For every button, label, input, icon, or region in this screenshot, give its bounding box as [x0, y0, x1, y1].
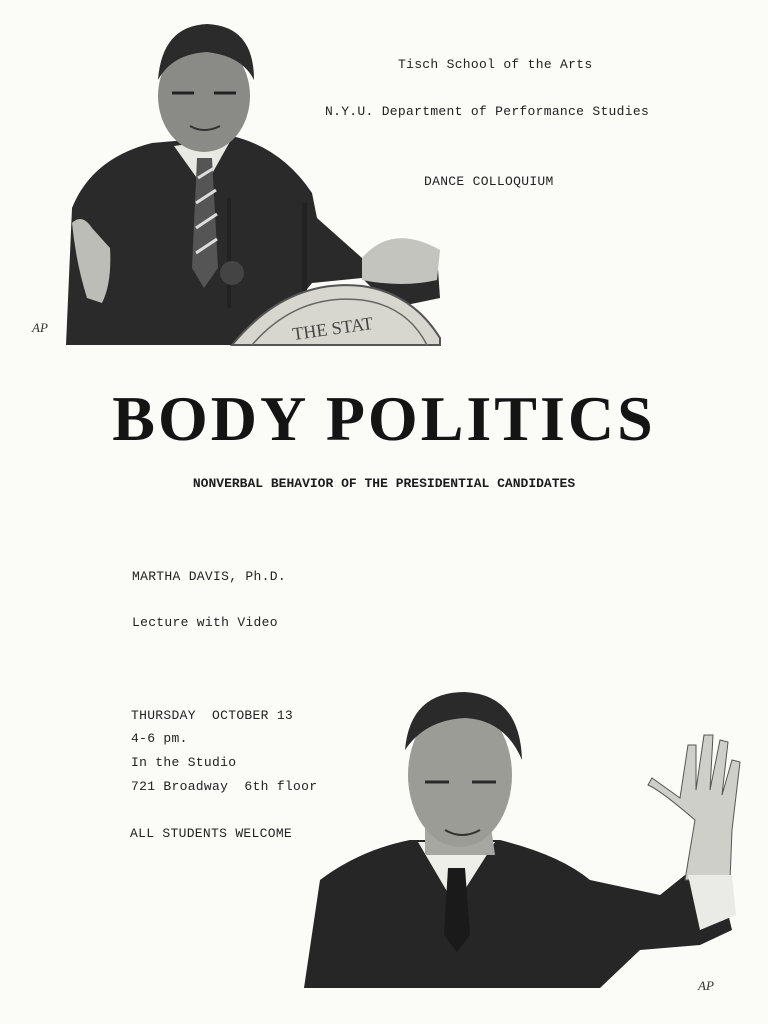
event-date: THURSDAY OCTOBER 13	[131, 708, 294, 723]
candidate-waving-photo	[300, 690, 745, 990]
page-subtitle: NONVERBAL BEHAVIOR OF THE PRESIDENTIAL CANDIDATES	[192, 476, 576, 491]
speaker-name: MARTHA DAVIS, Ph.D.	[132, 569, 286, 584]
event-audience: ALL STUDENTS WELCOME	[130, 826, 293, 841]
school-name: Tisch School of the Arts	[398, 57, 593, 72]
svg-text:THE STAT: THE STAT	[291, 312, 375, 345]
page-title: BODY POLITICS	[112, 383, 656, 454]
event-time: 4-6 pm.	[131, 731, 188, 746]
event-venue: In the Studio	[131, 755, 237, 770]
lecture-format: Lecture with Video	[132, 615, 278, 630]
candidate-at-podium-photo	[62, 18, 442, 348]
department-name: N.Y.U. Department of Performance Studies	[325, 104, 650, 119]
photo-credit-top: AP	[32, 320, 48, 335]
event-address: 721 Broadway 6th floor	[131, 779, 318, 794]
photo-credit-bottom: AP	[698, 978, 714, 993]
series-name: DANCE COLLOQUIUM	[424, 174, 554, 189]
